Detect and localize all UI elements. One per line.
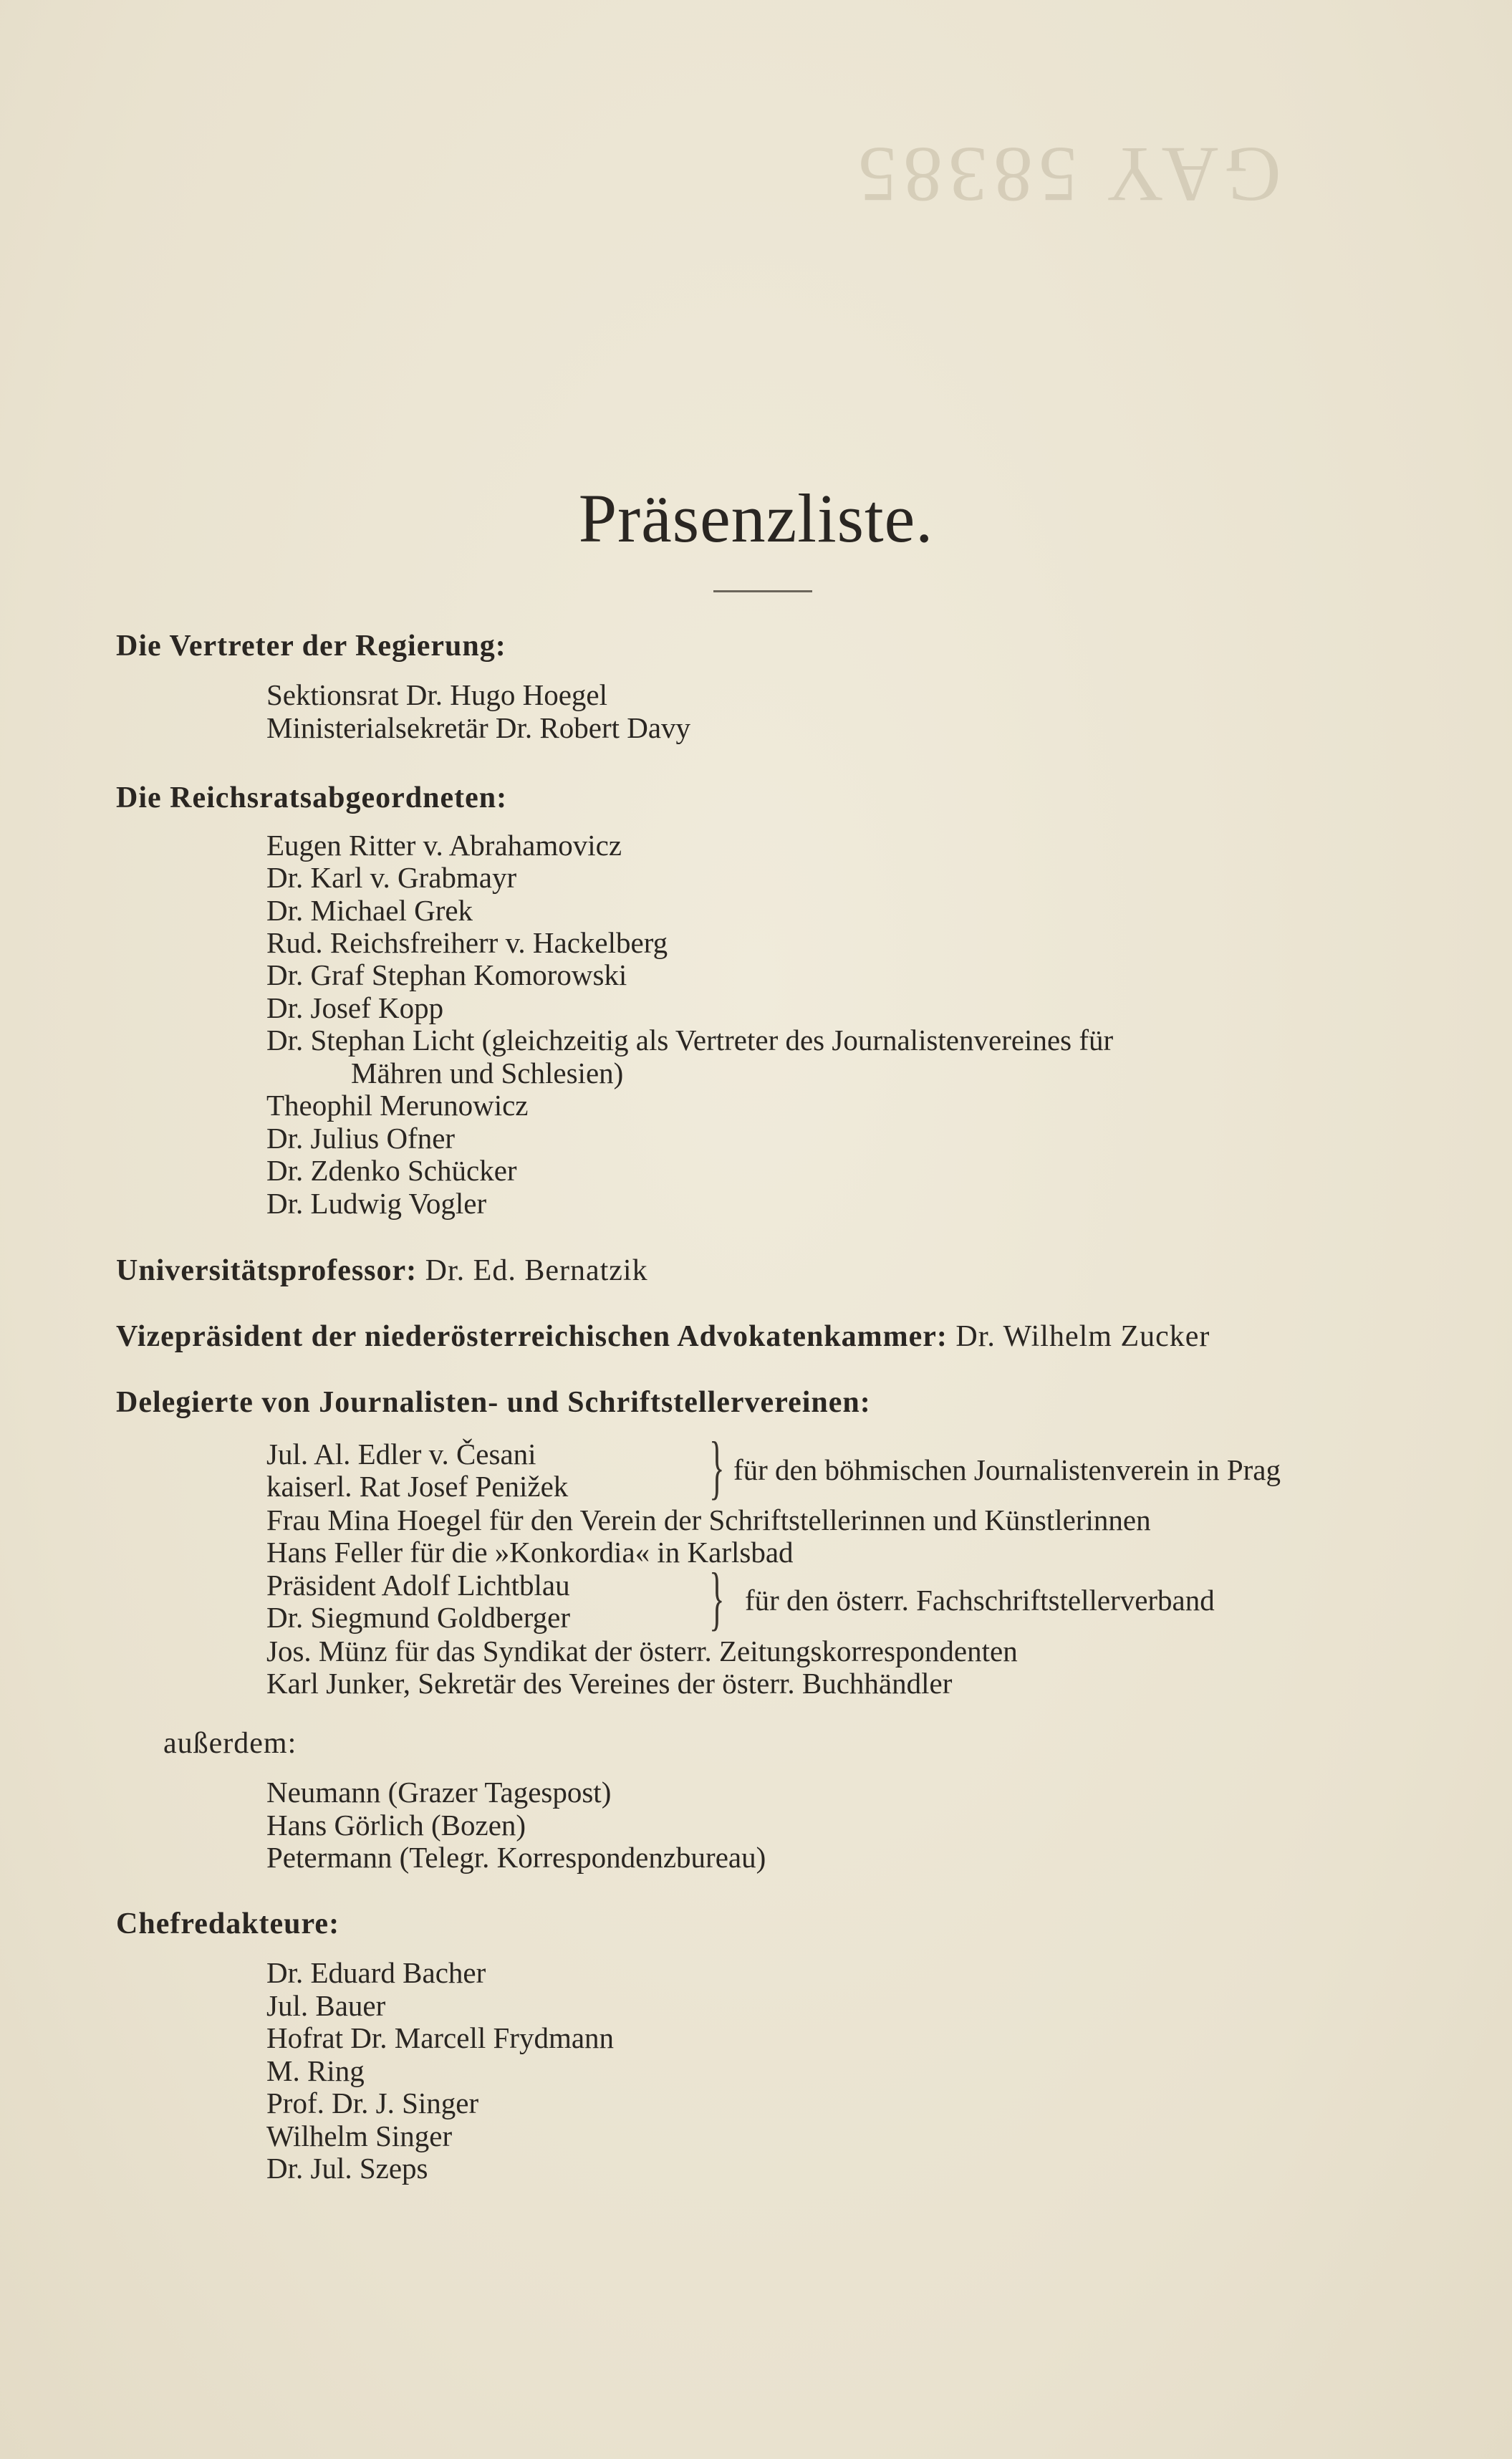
deputy-line: Dr. Julius Ofner	[266, 1122, 456, 1155]
delegate-line: kaiserl. Rat Josef Penižek	[266, 1470, 569, 1503]
professor-heading: Universitätsprofessor:	[116, 1254, 418, 1287]
section-heading-delegates: Delegierte von Journalisten- und Schriftstellervereinen:	[116, 1386, 871, 1419]
vice-name: Dr. Wilhelm Zucker	[955, 1320, 1210, 1353]
professor-name: Dr. Ed. Bernatzik	[425, 1254, 648, 1287]
government-line: Ministerialsekretär Dr. Robert Davy	[266, 711, 691, 744]
deputy-line: Dr. Stephan Licht (gleichzeitig als Vertreter des Journalistenvereines für	[266, 1024, 1114, 1057]
deputy-line: Theophil Merunowicz	[266, 1089, 529, 1122]
deputy-line: Dr. Michael Grek	[266, 894, 473, 927]
delegate-line: Jul. Al. Edler v. Česani	[266, 1438, 536, 1471]
deputy-line: Dr. Graf Stephan Komorowski	[266, 958, 627, 991]
delegate-group1-note: für den böhmischen Journalistenverein in Prag	[733, 1453, 1281, 1486]
library-stamp: GAY 58385	[852, 131, 1281, 218]
besides-line: Neumann (Grazer Tagespost)	[266, 1776, 612, 1809]
delegate-line: Karl Junker, Sekretär des Vereines der österr. Buchhändler	[266, 1667, 953, 1700]
section-vice-president	[116, 1319, 1477, 1354]
editor-line: Dr. Jul. Szeps	[266, 2152, 428, 2185]
group-brace-1: }	[709, 1427, 725, 1506]
government-line: Sektionsrat Dr. Hugo Hoegel	[266, 678, 607, 711]
editor-line: Wilhelm Singer	[266, 2119, 453, 2152]
deputy-line: Dr. Ludwig Vogler	[266, 1187, 487, 1220]
group-brace-2: }	[709, 1558, 725, 1637]
section-heading-besides: außerdem:	[163, 1727, 297, 1760]
deputy-line: Dr. Zdenko Schücker	[266, 1154, 517, 1187]
delegate-line: Frau Mina Hoegel für den Verein der Schriftstellerinnen und Künstlerinnen	[266, 1503, 1151, 1536]
section-professor	[116, 1253, 1405, 1288]
editor-line: Prof. Dr. J. Singer	[266, 2087, 479, 2119]
delegate-line: Hans Feller für die »Konkordia« in Karlsbad	[266, 1536, 794, 1569]
title-rule	[713, 590, 812, 592]
besides-line: Hans Görlich (Bozen)	[266, 1809, 526, 1842]
delegate-line: Jos. Münz für das Syndikat der österr. Zeitungskorrespondenten	[266, 1635, 1018, 1668]
editor-line: Hofrat Dr. Marcell Frydmann	[266, 2021, 615, 2054]
delegate-line: Präsident Adolf Lichtblau	[266, 1569, 570, 1602]
editor-line: Dr. Eduard Bacher	[266, 1956, 486, 1989]
editor-line: M. Ring	[266, 2054, 365, 2087]
section-heading-government: Die Vertreter der Regierung:	[116, 630, 506, 663]
vice-heading: Vizepräsident der niederösterreichischen Advokatenkammer:	[116, 1320, 948, 1353]
delegate-group2-note: für den österr. Fachschriftstellerverband	[745, 1584, 1215, 1617]
page-title: Präsenzliste.	[578, 480, 934, 557]
deputy-line: Eugen Ritter v. Abrahamovicz	[266, 829, 622, 862]
deputy-line: Dr. Josef Kopp	[266, 991, 444, 1024]
editor-line: Jul. Bauer	[266, 1989, 386, 2022]
section-heading-deputies: Die Reichsratsabgeordneten:	[116, 781, 508, 814]
section-heading-editors: Chefredakteure:	[116, 1907, 340, 1940]
besides-line: Petermann (Telegr. Korrespondenzbureau)	[266, 1841, 766, 1874]
deputy-line: Rud. Reichsfreiherr v. Hackelberg	[266, 926, 668, 959]
deputy-line: Dr. Karl v. Grabmayr	[266, 861, 517, 894]
delegate-line: Dr. Siegmund Goldberger	[266, 1601, 570, 1634]
deputy-line-continued: Mähren und Schlesien)	[351, 1057, 624, 1089]
